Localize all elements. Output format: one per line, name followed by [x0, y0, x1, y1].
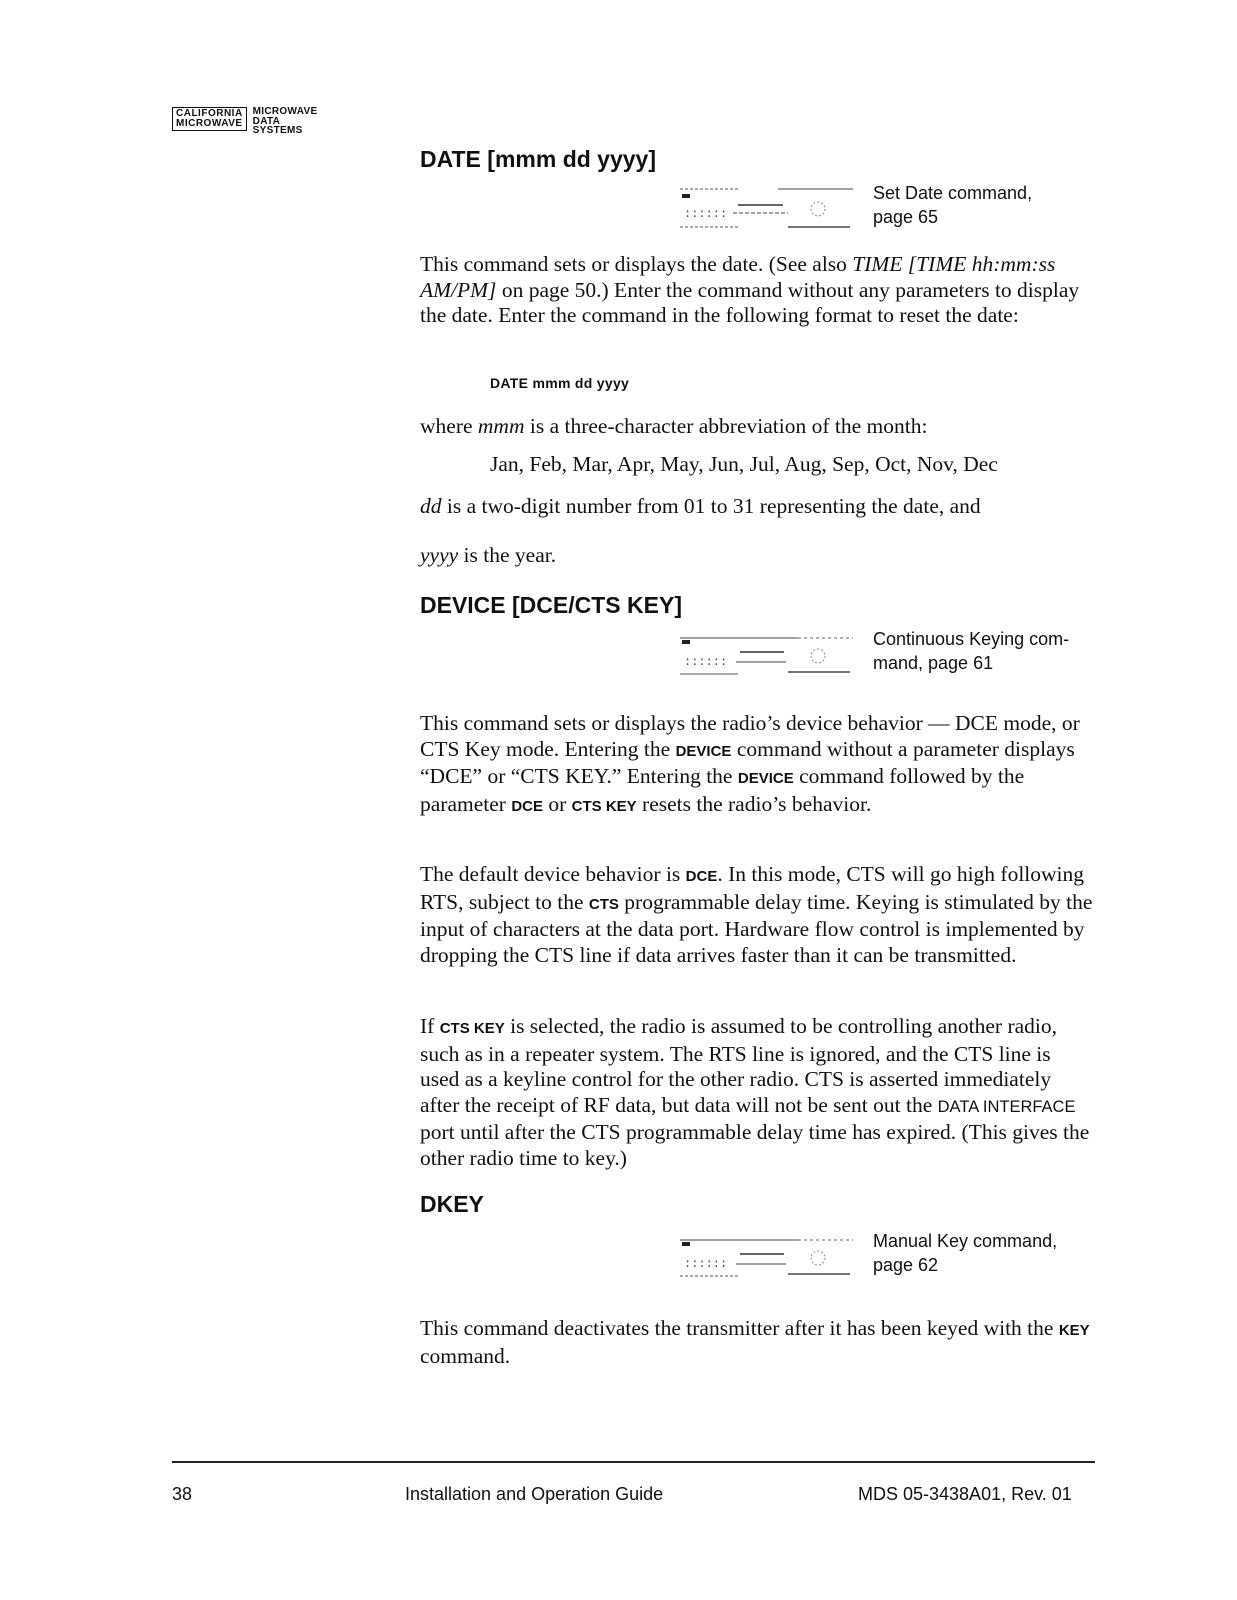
company-logo — [172, 107, 317, 136]
device-p3-text-a: If — [420, 1014, 440, 1038]
device-paragraph-3 — [420, 1014, 1095, 1171]
dce-parameter: DCE — [511, 797, 543, 815]
logo-text — [253, 107, 318, 136]
device-side-note-line1: Continuous Keying com- — [873, 629, 1070, 649]
key-command: KEY — [1058, 1322, 1090, 1339]
yyyy-variable: yyyy — [420, 543, 459, 567]
date-heading: DATE [mmm dd yyyy] — [420, 146, 657, 172]
radio-device-icon — [678, 1234, 858, 1282]
logo-text-line1: MICROWAVE — [252, 106, 318, 117]
date-p1-text-a: This command sets or displays the date. (See also — [420, 252, 853, 276]
device-paragraph-1 — [420, 711, 1092, 819]
footer-doc-id: MDS 05-3438A01, Rev. 01 — [858, 1484, 1072, 1504]
device-side-note — [873, 627, 1069, 675]
where-text-b: is a three-character abbreviation of the month: — [524, 414, 928, 438]
logo-box-line2: MICROWAVE — [176, 118, 243, 129]
months-list: Jan, Feb, Mar, Apr, May, Jun, Jul, Aug, Sep, Oct, Nov, Dec — [490, 452, 998, 476]
device-paragraph-2 — [420, 862, 1095, 968]
footer-rule — [172, 1461, 1095, 1463]
date-p1-text-b: on page 50.) Enter the command without any parameters to display the date. Enter the command in the following format to reset the date: — [420, 277, 1080, 327]
date-side-note-line1: Set Date command, — [873, 183, 1033, 203]
svg-text:::::::: :::::: — [684, 207, 728, 221]
dkey-p1-text-b: command. — [420, 1343, 511, 1368]
device-p2-text-a: The default device behavior is — [420, 862, 686, 886]
logo-box — [172, 107, 247, 131]
date-where-line — [420, 414, 927, 440]
dd-variable: dd — [420, 494, 442, 518]
device-p3-text-c: port until after the CTS programmable delay time has expired. (This gives the other radio time to key.) — [420, 1120, 1090, 1170]
cts-key-parameter: CTS KEY — [571, 797, 637, 815]
time-command-reference: TIME [TIME hh:mm:ss AM/PM] — [420, 252, 1056, 302]
device-command: DEVICE — [737, 770, 794, 787]
device-side-note-line2: mand, page 61 — [873, 653, 994, 673]
cts-command: CTS — [588, 895, 619, 913]
logo-box-line1: CALIFORNIA — [176, 108, 243, 119]
dd-text: is a two-digit number from 01 to 31 representing the date, and — [441, 494, 981, 518]
page-number: 38 — [172, 1484, 193, 1504]
device-p1-text-a: This command sets or displays the radio’s device behavior — DCE mode, or CTS Key mode. Entering the — [420, 711, 1080, 761]
mmm-variable: mmm — [477, 414, 525, 438]
device-p3-text-b: is selected, the radio is assumed to be controlling another radio, such as in a repeater system. The RTS line is ignored, and the CTS line is used as a keyline control for the other radio. CTS is asserted immediately after the receipt of RF data, but data will not be sent out the — [420, 1014, 1057, 1117]
footer-title: Installation and Operation Guide — [405, 1484, 664, 1504]
dkey-paragraph-1 — [420, 1316, 1092, 1369]
dce-parameter: DCE — [685, 868, 718, 885]
dd-line — [420, 494, 981, 520]
radio-device-icon — [678, 183, 858, 231]
device-p1-text-c: command followed by the parameter — [420, 764, 1025, 816]
date-side-note-line2: page 65 — [873, 207, 939, 227]
date-paragraph-1 — [420, 252, 1100, 329]
logo-text-line2: DATA — [252, 115, 281, 127]
yyyy-line — [420, 543, 556, 569]
svg-text:::::::: :::::: — [684, 1257, 728, 1271]
device-p2-text-c: programmable delay time. Keying is stimulated by the input of characters at the data port. Hardware flow control is implemented by dropping the CTS line if data arrives faster than it can be transmitted. — [420, 889, 1093, 967]
dkey-side-note — [873, 1229, 1057, 1277]
device-command: DEVICE — [675, 742, 732, 760]
device-p1-text-d: or — [542, 791, 572, 816]
dkey-p1-text-a: This command deactivates the transmitter after it has been keyed with the — [420, 1316, 1059, 1340]
device-p2-text-b: . In this mode, CTS will go high following RTS, subject to the — [420, 862, 1085, 914]
where-text: where — [420, 414, 478, 438]
dkey-side-note-line1: Manual Key command, — [873, 1231, 1058, 1251]
cts-key-parameter: CTS KEY — [439, 1020, 505, 1037]
yyyy-text: is the year. — [458, 543, 557, 567]
date-syntax: DATE mmm dd yyyy — [490, 375, 630, 391]
svg-text:::::::: :::::: — [684, 655, 728, 669]
radio-device-icon — [678, 632, 858, 680]
device-p1-text-e: resets the radio’s behavior. — [636, 791, 872, 816]
data-interface-label: DATA INTERFACE — [937, 1097, 1076, 1116]
device-p1-text-b: command without a parameter displays “DCE” or “CTS KEY.” Entering the — [420, 736, 1075, 788]
dkey-side-note-line2: page 62 — [873, 1255, 939, 1275]
device-heading: DEVICE [DCE/CTS KEY] — [420, 592, 682, 618]
dkey-heading: DKEY — [420, 1191, 484, 1217]
logo-text-line3: SYSTEMS — [252, 125, 303, 136]
date-side-note — [873, 181, 1032, 229]
